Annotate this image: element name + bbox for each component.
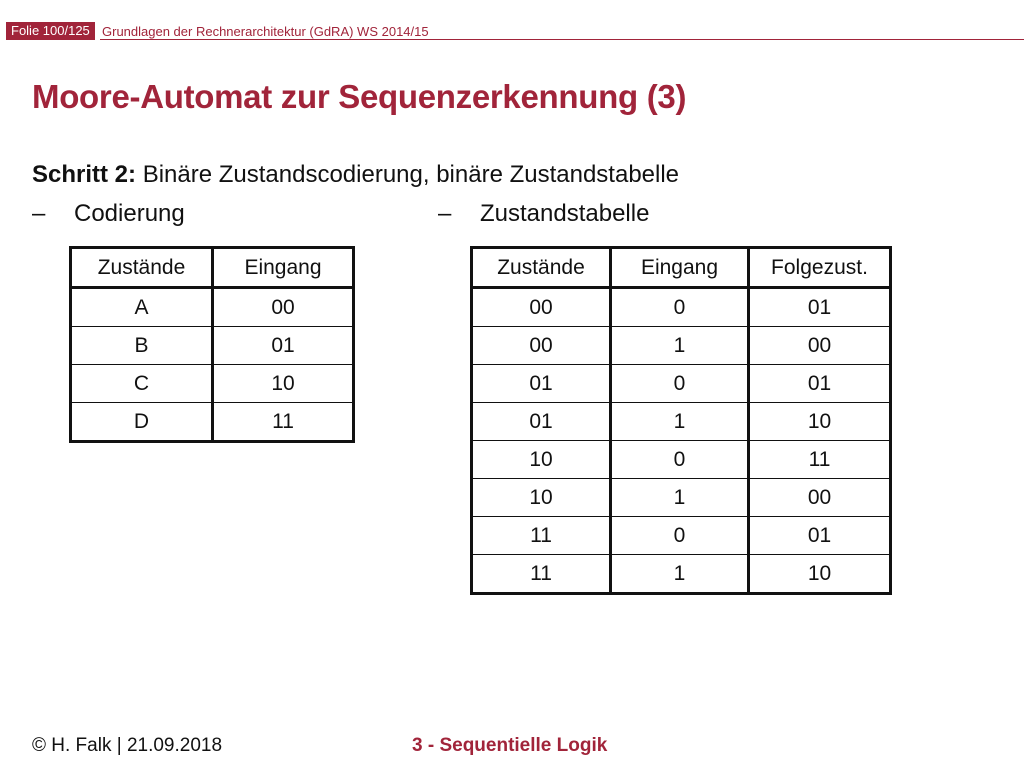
table-cell: 10 xyxy=(472,479,611,517)
table-cell: 1 xyxy=(611,403,749,441)
slide-number-badge: Folie 100/125 xyxy=(6,22,95,40)
table-cell: 00 xyxy=(472,288,611,327)
header-cell: Folgezust. xyxy=(749,248,891,288)
step-label: Schritt 2: xyxy=(32,161,137,188)
table-row xyxy=(472,327,891,365)
bullet-text: Codierung xyxy=(74,200,185,227)
state-table xyxy=(470,246,892,595)
bullet-text: Zustandstabelle xyxy=(480,200,650,227)
table-cell: 0 xyxy=(611,441,749,479)
bullet-dash: – xyxy=(32,200,46,227)
table-cell: 11 xyxy=(472,517,611,555)
step-text: Binäre Zustandscodierung, binäre Zustandstabelle xyxy=(142,161,680,188)
table-cell: 11 xyxy=(213,403,354,442)
table-cell: 1 xyxy=(611,327,749,365)
table-cell: 10 xyxy=(213,365,354,403)
table-cell: 10 xyxy=(749,403,891,441)
step-line xyxy=(32,161,679,189)
table-cell: B xyxy=(71,327,213,365)
coding-table xyxy=(69,246,355,443)
table-row xyxy=(472,403,891,441)
header-cell: Eingang xyxy=(213,248,354,288)
table-cell: 10 xyxy=(749,555,891,594)
table-cell: 11 xyxy=(472,555,611,594)
table-row xyxy=(472,479,891,517)
table-cell: 01 xyxy=(472,365,611,403)
table-cell: 01 xyxy=(213,327,354,365)
footer-author-date: © H. Falk | 21.09.2018 xyxy=(32,735,223,756)
table-row xyxy=(472,365,891,403)
table-cell: 00 xyxy=(749,327,891,365)
table-cell: 1 xyxy=(611,555,749,594)
table-cell: 00 xyxy=(749,479,891,517)
course-title: Grundlagen der Rechnerarchitektur (GdRA) WS 2014/15 xyxy=(102,24,429,39)
table-cell: 00 xyxy=(472,327,611,365)
bullet-zustandstabelle xyxy=(438,200,649,228)
table-cell: 1 xyxy=(611,479,749,517)
table-cell: 0 xyxy=(611,517,749,555)
table-cell: 0 xyxy=(611,365,749,403)
table-cell: 01 xyxy=(749,288,891,327)
header-rule xyxy=(100,39,1024,40)
table-cell: 0 xyxy=(611,288,749,327)
table-cell: 01 xyxy=(749,517,891,555)
table-row xyxy=(71,288,354,327)
table-cell: 11 xyxy=(749,441,891,479)
table-cell: 01 xyxy=(472,403,611,441)
table-row xyxy=(71,327,354,365)
table-row xyxy=(71,365,354,403)
table-row xyxy=(71,403,354,442)
table-header-row xyxy=(71,248,354,288)
table-cell: 01 xyxy=(749,365,891,403)
slide-title: Moore-Automat zur Sequenzerkennung (3) xyxy=(32,78,687,115)
bullet-dash: – xyxy=(438,200,452,227)
table-row xyxy=(472,288,891,327)
table-header-row xyxy=(472,248,891,288)
header-cell: Zustände xyxy=(472,248,611,288)
bullet-codierung xyxy=(32,200,185,228)
table-cell: C xyxy=(71,365,213,403)
table-cell: 00 xyxy=(213,288,354,327)
table-cell: A xyxy=(71,288,213,327)
table-row xyxy=(472,517,891,555)
header-cell: Zustände xyxy=(71,248,213,288)
table-cell: D xyxy=(71,403,213,442)
table-cell: 10 xyxy=(472,441,611,479)
table-row xyxy=(472,555,891,594)
footer-chapter: 3 - Sequentielle Logik xyxy=(412,735,608,756)
header-cell: Eingang xyxy=(611,248,749,288)
table-row xyxy=(472,441,891,479)
